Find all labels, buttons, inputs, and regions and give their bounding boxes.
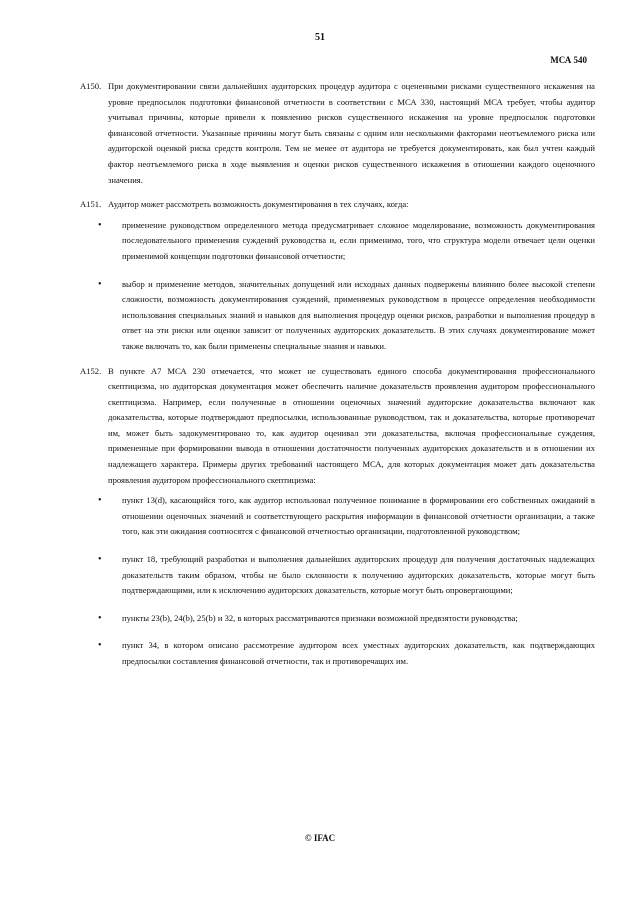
document-body	[80, 79, 595, 679]
bullet-list	[98, 493, 595, 669]
list-item	[98, 218, 595, 265]
standard-reference: МСА 540	[550, 55, 587, 65]
paragraph-text: В пункте А7 МСА 230 отмечается, что может не существовать единого способа документирования профессионального скептицизма, но аудиторская документация может обеспечить наличие доказательств проявления аудитором профессионального скептицизма. Например, если полученные в отношении оценочных значений аудиторские доказательства включают как доказательства, которые подтверждают предпосылки, использованные руководством, так и доказательства, которые противоречат им, может быть задокументировано то, как аудитор оценивал эти доказательства, включая профессиональные суждения, примененные при формировании вывода в отношении достаточности полученных аудиторских доказательств и в отношении их надлежащего характера. Примеры других требований настоящего МСА, для которых документация может дать доказательства проявления аудитором профессионального скептицизма:	[108, 365, 595, 485]
list-item-text: пункты 23(b), 24(b), 25(b) и 32, в которых рассматриваются признаки возможной предвзятости руководства;	[122, 612, 518, 623]
paragraph-a150	[80, 79, 595, 188]
list-item-text: пункт 13(d), касающийся того, как аудитор использовал полученное понимание в формировании его собственных ожиданий в отношении оценочных значений и соответствующего раскрытия информации в финансовой отчетности организации, а также того, как эти ожидания соотносятся с финансовой отчетностью организации, подготовленной руководством;	[122, 495, 595, 537]
paragraph-a152	[80, 364, 595, 670]
paragraph-text: Аудитор может рассмотреть возможность документирования в тех случаях, когда:	[108, 199, 409, 210]
copyright-footer: © IFAC	[304, 833, 336, 843]
paragraph-text: При документировании связи дальнейших аудиторских процедур аудитора с оцененными рисками существенного искажения на уровне предпосылок подготовки финансовой отчетности в соответствии с МСА 330, настоящий МСА требует, чтобы аудитор учитывал причины, которые привели к появлению рисков существенного искажения на уровне предпосылок подготовки финансовой отчетности. Указанные причины могут быть связаны с одним или несколькими факторами неотъемлемого риска или аудиторской оценкой риска средств контроля. Тем не менее от аудитора не требуется документировать, как был учтен каждый фактор неотъемлемого риска в ходе выявления и оценки рисков существенного искажения в отношении каждого оценочного значения.	[108, 81, 595, 185]
list-item	[98, 638, 595, 669]
list-item	[98, 611, 595, 627]
bullet-icon: •	[98, 219, 102, 231]
bullet-icon: •	[98, 640, 102, 652]
paragraph-number: A151.	[80, 199, 102, 210]
list-item	[98, 493, 595, 540]
bullet-icon: •	[98, 612, 102, 624]
page-number: 51	[315, 32, 325, 43]
bullet-icon: •	[98, 554, 102, 566]
bullet-icon: •	[98, 495, 102, 507]
bullet-list	[98, 218, 595, 355]
list-item-text: пункт 18, требующий разработки и выполнения дальнейших аудиторских процедур для получения достаточных надлежащих доказательств таким образом, чтобы не было склонности к получению аудиторских доказательств, которые могут быть подтверждающими, или к исключению аудиторских доказательств, которые могут быть опровергающими;	[122, 554, 595, 596]
paragraph-a151	[80, 197, 595, 354]
paragraph-number: A150.	[80, 81, 102, 91]
list-item-text: применение руководством определенного метода предусматривает сложное моделирование, возможность документирования последовательного применения суждений руководства и, если применимо, того, что структура модели отвечает цели оценки применимой концепции подготовки финансовой отчетности;	[122, 219, 595, 261]
list-item-text: пункт 34, в котором описано рассмотрение аудитором всех уместных аудиторских доказательств, как подтверждающих предпосылки составления финансовой отчетности, так и противоречащих им.	[122, 640, 595, 666]
paragraph-number: A152.	[80, 365, 102, 376]
list-item-text: выбор и применение методов, значительных допущений или исходных данных подвержены влиянию более высокой степени сложности, возможность документирования суждений, применяемых руководством в процессе определения необходимости использования специальных знаний и навыков для выполнения процедур оценки рисков, разработки и выполнения процедур в ответ на эти риски или оценки зависит от полученных аудиторских доказательств. В этих случаях документирование может также включать то, как были применены специальные знания и навыки.	[122, 278, 595, 351]
list-item	[98, 277, 595, 355]
list-item	[98, 552, 595, 599]
bullet-icon: •	[98, 278, 102, 290]
